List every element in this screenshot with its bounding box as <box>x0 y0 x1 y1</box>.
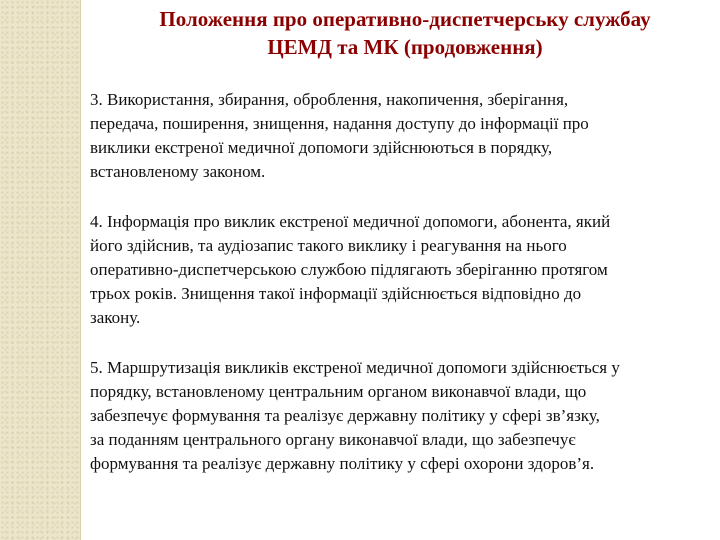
paragraph-line: його здійснив, та аудіозапис такого виклику і реагування на нього <box>90 236 567 255</box>
paragraph-line: 4. Інформація про виклик екстреної медичної допомоги, абонента, який <box>90 212 611 231</box>
decorative-side-panel <box>0 0 81 540</box>
paragraph-line: встановленому законом. <box>90 162 266 181</box>
paragraph-line: передача, поширення, знищення, надання доступу до інформації про <box>90 114 589 133</box>
paragraph-4 <box>90 210 715 330</box>
paragraph-line: виклики екстреної медичної допомоги здійснюються в порядку, <box>90 138 553 157</box>
body-text <box>90 88 715 502</box>
paragraph-line: трьох років. Знищення такої інформації здійснюється відповідно до <box>90 284 582 303</box>
title-line-1: Положення про оперативно-диспетчерську службау <box>159 7 651 31</box>
paragraph-line: формування та реалізує державну політику у сфері охорони здоров’я. <box>90 454 595 473</box>
page-title <box>90 5 720 61</box>
paragraph-line: порядку, встановленому центральним органом виконавчої влади, що <box>90 382 587 401</box>
paragraph-line: 3. Використання, збирання, оброблення, накопичення, зберігання, <box>90 90 569 109</box>
paragraph-3 <box>90 88 715 184</box>
title-line-2: ЦЕМД та МК (продовження) <box>267 35 543 59</box>
paragraph-line: за поданням центрального органу виконавчої влади, що забезпечує <box>90 430 576 449</box>
paragraph-line: закону. <box>90 308 141 327</box>
paragraph-5 <box>90 356 715 476</box>
paragraph-line: оперативно-диспетчерською службою підлягають зберіганню протягом <box>90 260 608 279</box>
paragraph-line: забезпечує формування та реалізує державну політику у сфері зв’язку, <box>90 406 600 425</box>
paragraph-line: 5. Маршрутизація викликів екстреної медичної допомоги здійснюється у <box>90 358 620 377</box>
